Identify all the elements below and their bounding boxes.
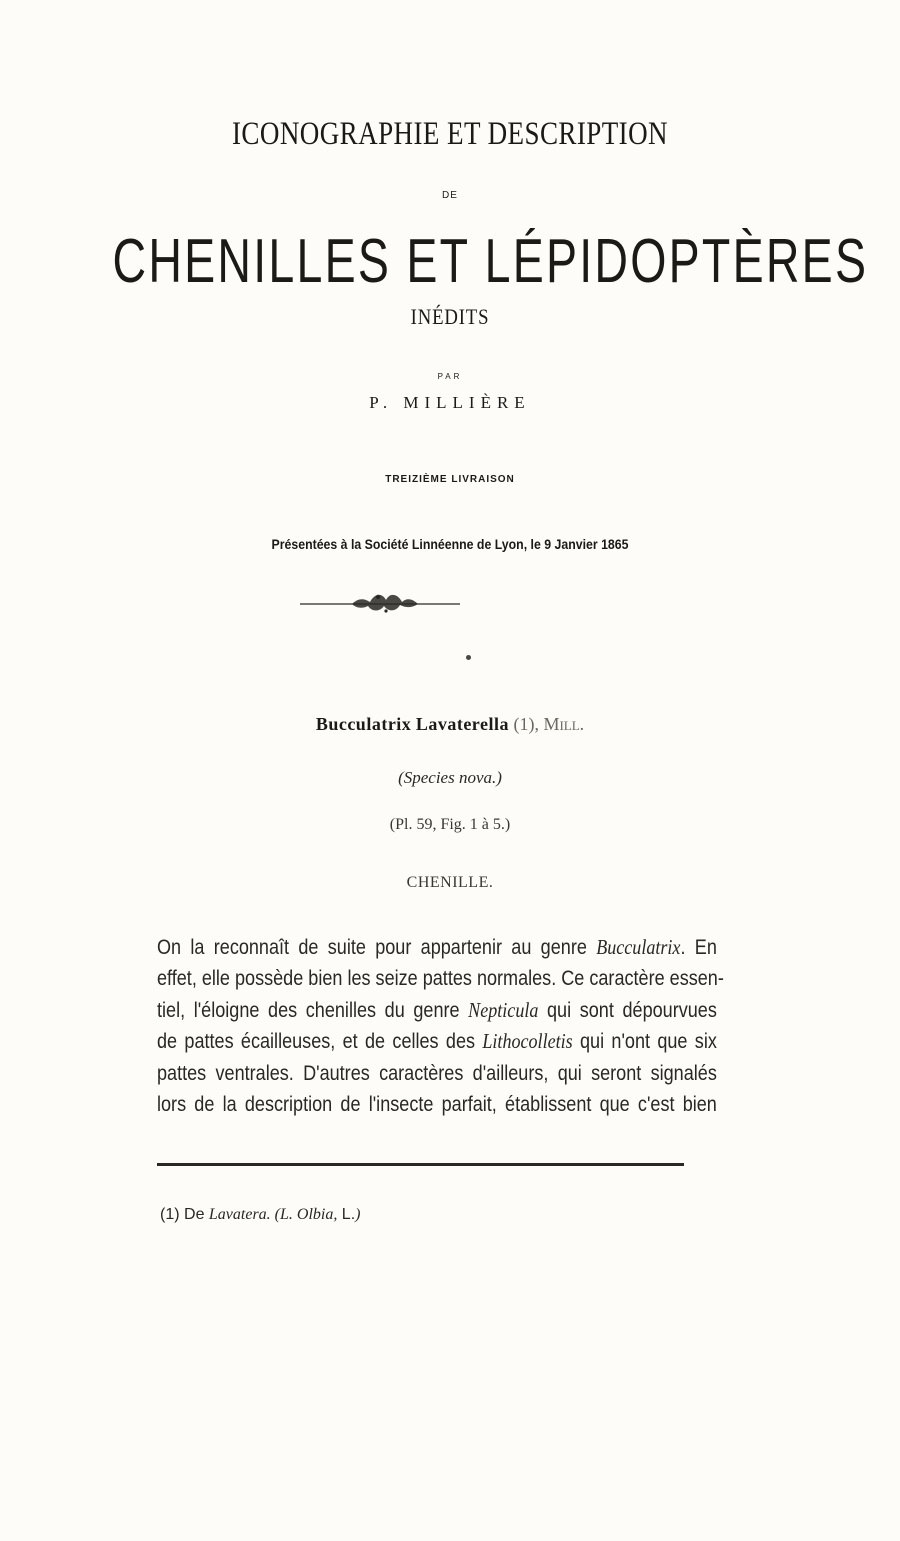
footnote-italic: Lavatera. (L. Olbia, [208,1206,338,1223]
plate-reference: (Pl. 59, Fig. 1 à 5.) [389,816,511,833]
by-label: PAR [437,372,463,381]
title-inedits: INÉDITS [410,304,490,329]
footnote-number: (1) [160,1206,180,1223]
footnote-reference: (1), [513,714,539,734]
body-line-6: lors de la description de l'insecte parfait, établissent que c'est bien [157,1093,717,1117]
author-name: P. MILLIÈRE [369,393,531,412]
species-nova-note: (Species nova.) [398,768,502,787]
species-epithet: Lavaterella [415,714,509,734]
species-authority: Mill. [543,714,585,734]
footnote-rule [157,1163,684,1166]
title-line-2: CHENILLES ET LÉPIDOPTÈRES [112,227,869,296]
footnote: (1) De Lavatera. (L. Olbia, L.) [160,1206,361,1223]
issue-label: TREIZIÈME LIVRAISON [385,474,515,485]
presentation-note: Présentées à la Société Linnéenne de Lyon, le 9 Janvier 1865 [271,536,629,552]
body-line-2: effet, elle possède bien les seize pattes normales. Ce caractère essen- [157,967,724,991]
body-line-1: On la reconnaît de suite pour appartenir au genre Bucculatrix. En [157,935,717,959]
genus-name: Bucculatrix [315,714,412,734]
decorative-dot [466,655,471,660]
ornament-divider-icon [300,578,460,622]
section-heading: CHENILLE. [406,874,494,891]
body-line-3: tiel, l'éloigne des chenilles du genre Nepticula qui sont dépourvues [157,997,717,1022]
body-line-4: de pattes écailleuses, et de celles des Lithocolletis qui n'ont que six [157,1029,717,1054]
title-line-1: ICONOGRAPHIE ET DESCRIPTION [231,116,669,152]
body-line-5: pattes ventrales. D'autres caractères d'ailleurs, qui seront signalés [157,1061,717,1085]
body-paragraph [157,932,724,1120]
title-connector-de: DE [442,190,458,201]
species-heading [0,714,900,735]
